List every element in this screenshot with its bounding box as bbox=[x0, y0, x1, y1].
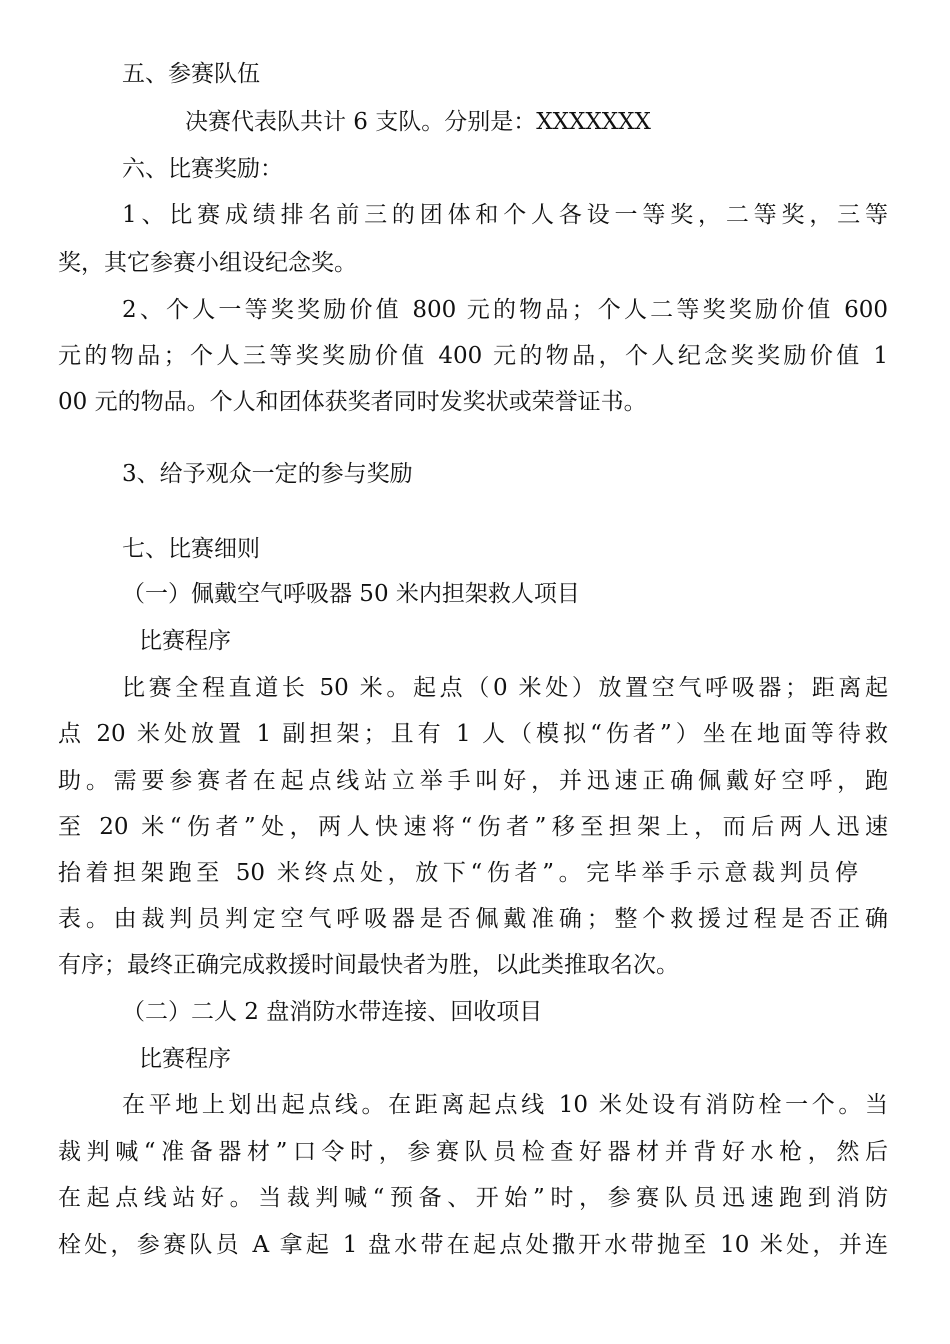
paragraph-line: 助。需要参赛者在起点线站立举手叫好，并迅速正确佩戴好空呼，跑 bbox=[58, 768, 888, 794]
paragraph-line: 元的物品；个人三等奖奖励价值 400 元的物品，个人纪念奖奖励价值 1 bbox=[58, 343, 888, 369]
paragraph-line: 3、给予观众一定的参与奖励 bbox=[122, 461, 413, 487]
procedure-heading: 比赛程序 bbox=[139, 1046, 231, 1072]
paragraph-line: 在起点线站好。当裁判喊“预备、开始”时，参赛队员迅速跑到消防 bbox=[58, 1185, 888, 1211]
paragraph-line: 至 20 米“伤者”处，两人快速将“伤者”移至担架上，而后两人迅速 bbox=[58, 814, 888, 840]
paragraph-line: 2、个人一等奖奖励价值 800 元的物品；个人二等奖奖励价值 600 bbox=[122, 297, 888, 323]
paragraph-line: 表。由裁判员判定空气呼吸器是否佩戴准确；整个救援过程是否正确 bbox=[58, 906, 888, 932]
paragraph-line: 比赛全程直道长 50 米。起点（0 米处）放置空气呼吸器；距离起 bbox=[122, 675, 888, 701]
procedure-heading: 比赛程序 bbox=[139, 628, 231, 654]
paragraph-line: 抬着担架跑至 50 米终点处，放下“伤者”。完毕举手示意裁判员停 bbox=[58, 860, 858, 886]
section-heading-teams: 五、参赛队伍 bbox=[122, 61, 260, 87]
subsection-heading-1: （一）佩戴空气呼吸器 50 米内担架救人项目 bbox=[122, 581, 580, 607]
paragraph-line: 有序；最终正确完成救援时间最快者为胜，以此类推取名次。 bbox=[58, 952, 679, 978]
paragraph-line: 00 元的物品。个人和团体获奖者同时发奖状或荣誉证书。 bbox=[58, 389, 647, 415]
section-heading-awards: 六、比赛奖励： bbox=[122, 156, 283, 182]
paragraph-line: 1、比赛成绩排名前三的团体和个人各设一等奖，二等奖，三等 bbox=[122, 202, 888, 228]
subsection-heading-2: （二）二人 2 盘消防水带连接、回收项目 bbox=[122, 999, 543, 1025]
section-heading-rules: 七、比赛细则 bbox=[122, 536, 260, 562]
paragraph-line: 决赛代表队共计 6 支队。分别是：XXXXXXX bbox=[185, 109, 651, 135]
paragraph-line: 在平地上划出起点线。在距离起点线 10 米处设有消防栓一个。当 bbox=[122, 1092, 888, 1118]
paragraph-line: 栓处，参赛队员 A 拿起 1 盘水带在起点处撒开水带抛至 10 米处，并连 bbox=[58, 1232, 888, 1258]
paragraph-line: 点 20 米处放置 1 副担架；且有 1 人（模拟“伤者”）坐在地面等待救 bbox=[58, 721, 888, 747]
paragraph-line: 奖，其它参赛小组设纪念奖。 bbox=[58, 250, 357, 276]
paragraph-line: 裁判喊“准备器材”口令时，参赛队员检查好器材并背好水枪，然后 bbox=[58, 1139, 888, 1165]
